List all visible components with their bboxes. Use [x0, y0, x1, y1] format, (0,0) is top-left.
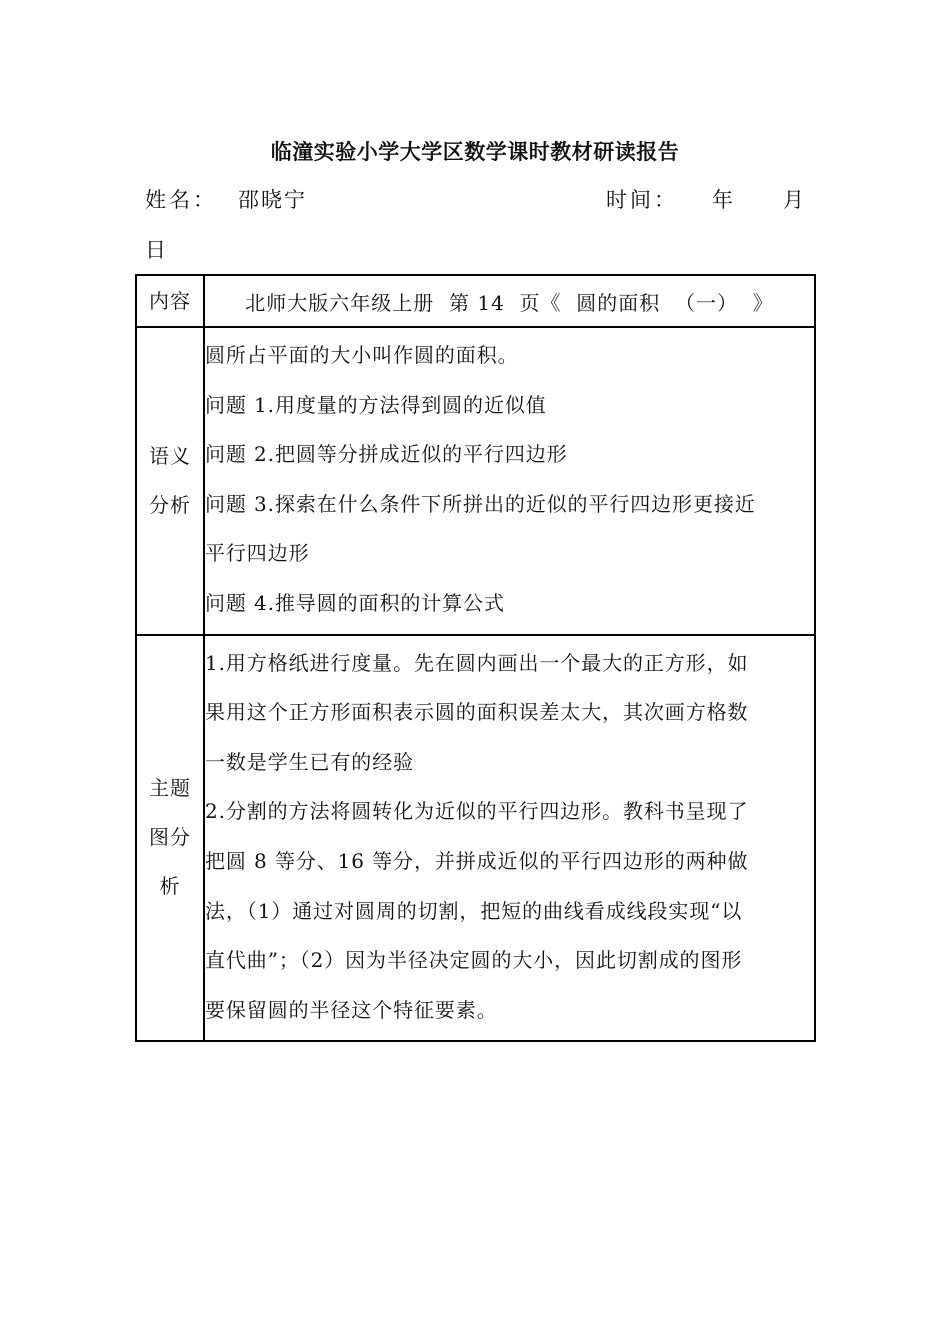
theme-label — [136, 635, 204, 1042]
theme-line: 果用这个正方形面积表示圆的面积误差太大，其次画方格数 — [205, 700, 749, 725]
year-label: 年 — [712, 188, 733, 212]
content-value — [204, 275, 815, 327]
table-row-content — [136, 275, 815, 327]
name-label: 姓名： — [145, 188, 217, 212]
semantic-label-line1: 语义 — [149, 443, 191, 468]
theme-label-line1: 主题 — [149, 776, 191, 801]
time-label: 时间： — [606, 188, 678, 212]
semantic-line: 问题 3.探索在什么条件下所拼出的近似的平行四边形更接近 — [205, 491, 756, 516]
content-label: 内容 — [136, 275, 204, 327]
semantic-line: 问题 4.推导圆的面积的计算公式 — [205, 590, 505, 615]
theme-label-line3: 析 — [159, 874, 181, 899]
theme-line: 1.用方格纸进行度量。先在圆内画出一个最大的正方形，如 — [205, 650, 749, 675]
name-value: 邵晓宁 — [238, 188, 307, 212]
theme-line: 直代曲”；（2）因为半径决定圆的大小，因此切割成的图形 — [205, 948, 743, 973]
theme-line: 把圆 8 等分、16 等分，并拼成近似的平行四边形的两种做 — [205, 848, 749, 873]
report-title: 临潼实验小学大学区数学课时教材研读报告 — [270, 140, 680, 164]
theme-content — [204, 635, 815, 1042]
theme-line: 一数是学生已有的经验 — [205, 749, 414, 774]
table-row-theme — [136, 635, 815, 1042]
theme-line: 法，（1）通过对圆周的切割，把短的曲线看成线段实现“以 — [205, 898, 743, 923]
theme-label-line2: 图分 — [149, 825, 191, 850]
theme-line: 要保留圆的半径这个特征要素。 — [205, 997, 498, 1022]
month-label: 月 — [783, 188, 804, 212]
table-row-semantic — [136, 327, 815, 635]
report-table — [135, 274, 816, 1042]
theme-line: 2.分割的方法将圆转化为近似的平行四边形。教科书呈现了 — [205, 799, 749, 824]
semantic-label — [136, 327, 204, 635]
content-value-text: 北师大版六年级上册 第 14 页《 圆的面积 （一） 》 — [245, 290, 774, 315]
semantic-line: 平行四边形 — [205, 541, 310, 566]
day-label: 日 — [145, 238, 166, 262]
semantic-content — [204, 327, 815, 635]
semantic-line: 问题 1.用度量的方法得到圆的近似值 — [205, 392, 547, 417]
semantic-line: 问题 2.把圆等分拼成近似的平行四边形 — [205, 442, 568, 467]
semantic-line: 圆所占平面的大小叫作圆的面积。 — [205, 343, 519, 367]
semantic-label-line2: 分析 — [149, 492, 191, 517]
